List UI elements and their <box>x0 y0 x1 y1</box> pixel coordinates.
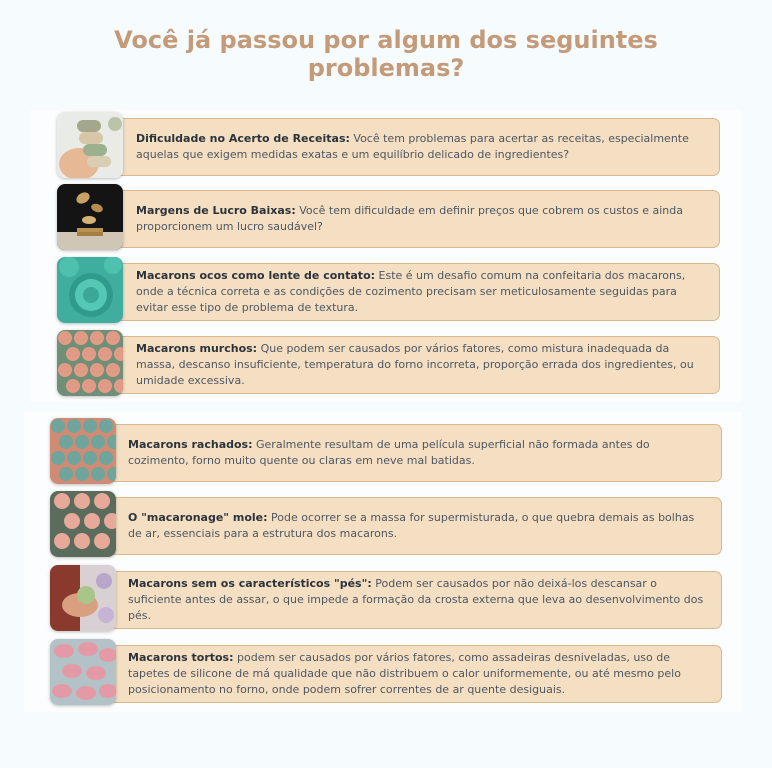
page-title-line2: problemas? <box>307 54 465 82</box>
pink-macarons-mat-photo <box>50 491 116 557</box>
page-title <box>0 26 772 82</box>
page-title-line1: Você já passou por algum dos seguintes <box>114 26 658 54</box>
item-description: Pode ocorrer se a massa for supermisturada, o que quebra demais as bolhas de ar, essenciais para a estrutura dos macarons. <box>128 511 695 540</box>
item-text <box>128 424 706 482</box>
item-text <box>128 571 706 629</box>
list-item <box>50 336 720 394</box>
item-description: Você tem problemas para acertar as receitas, especialmente aquelas que exigem medidas exatas e um equilíbrio delicado de ingredientes? <box>136 132 689 161</box>
item-text <box>136 336 704 394</box>
list-item <box>44 645 722 703</box>
pink-macarons-piled-photo <box>50 639 116 705</box>
item-title: Margens de Lucro Baixas: <box>136 204 296 217</box>
item-title: Macarons rachados: <box>128 438 253 451</box>
list-item <box>50 118 720 176</box>
item-title: Dificuldade no Acerto de Receitas: <box>136 132 350 145</box>
teal-macarons-tray-photo <box>50 418 116 484</box>
item-title: Macarons murchos: <box>136 342 258 355</box>
item-text <box>136 118 704 176</box>
list-item <box>44 497 722 555</box>
item-text <box>136 190 704 248</box>
item-title: Macarons tortos: <box>128 651 234 664</box>
item-text <box>128 645 706 703</box>
list-item <box>50 263 720 321</box>
item-description: Que podem ser causados por vários fatores, como mistura inadequada da massa, descanso insuficiente, temperatura do forno incorreta, proporção errada dos ingredientes, ou umidade excessiva. <box>136 342 694 387</box>
item-title: O "macaronage" mole: <box>128 511 268 524</box>
list-item <box>50 190 720 248</box>
hand-holding-macaron-photo <box>50 565 116 631</box>
item-description: Geralmente resultam de uma película superficial não formada antes do cozimento, forno muito quente ou claras em neve mal batidas. <box>128 438 650 467</box>
item-description: Você tem dificuldade em definir preços que cobrem os custos e ainda proporcionem um lucro saudável? <box>136 204 683 233</box>
item-description: podem ser causados por vários fatores, como assadeiras desniveladas, uso de tapetes de silicone de má qualidade que não distribuem o calor uniformemente, ou até mesmo pelo posicionamento no forno, onde podem sofrer correntes de ar quente desiguais. <box>128 651 681 696</box>
teal-macaron-shell-photo <box>57 257 123 323</box>
item-description: Podem ser causados por não deixá-los descansar o suficiente antes de assar, o que impede a formação da crosta externa que leva ao desenvolvimento dos pés. <box>128 577 704 622</box>
item-title: Macarons ocos como lente de contato: <box>136 269 376 282</box>
macarons-in-hand-photo <box>57 112 123 178</box>
falling-coins-photo <box>57 184 123 250</box>
item-text <box>136 263 704 321</box>
item-text <box>128 497 706 555</box>
pink-macarons-tray-photo <box>57 330 123 396</box>
item-description: Este é um desafio comum na confeitaria dos macarons, onde a técnica correta e as condições de cozimento precisam ser meticulosamente seguidas para evitar esse tipo de problema de textura. <box>136 269 686 314</box>
item-title: Macarons sem os característicos "pés": <box>128 577 372 590</box>
list-item <box>44 571 722 629</box>
list-item <box>44 424 722 482</box>
